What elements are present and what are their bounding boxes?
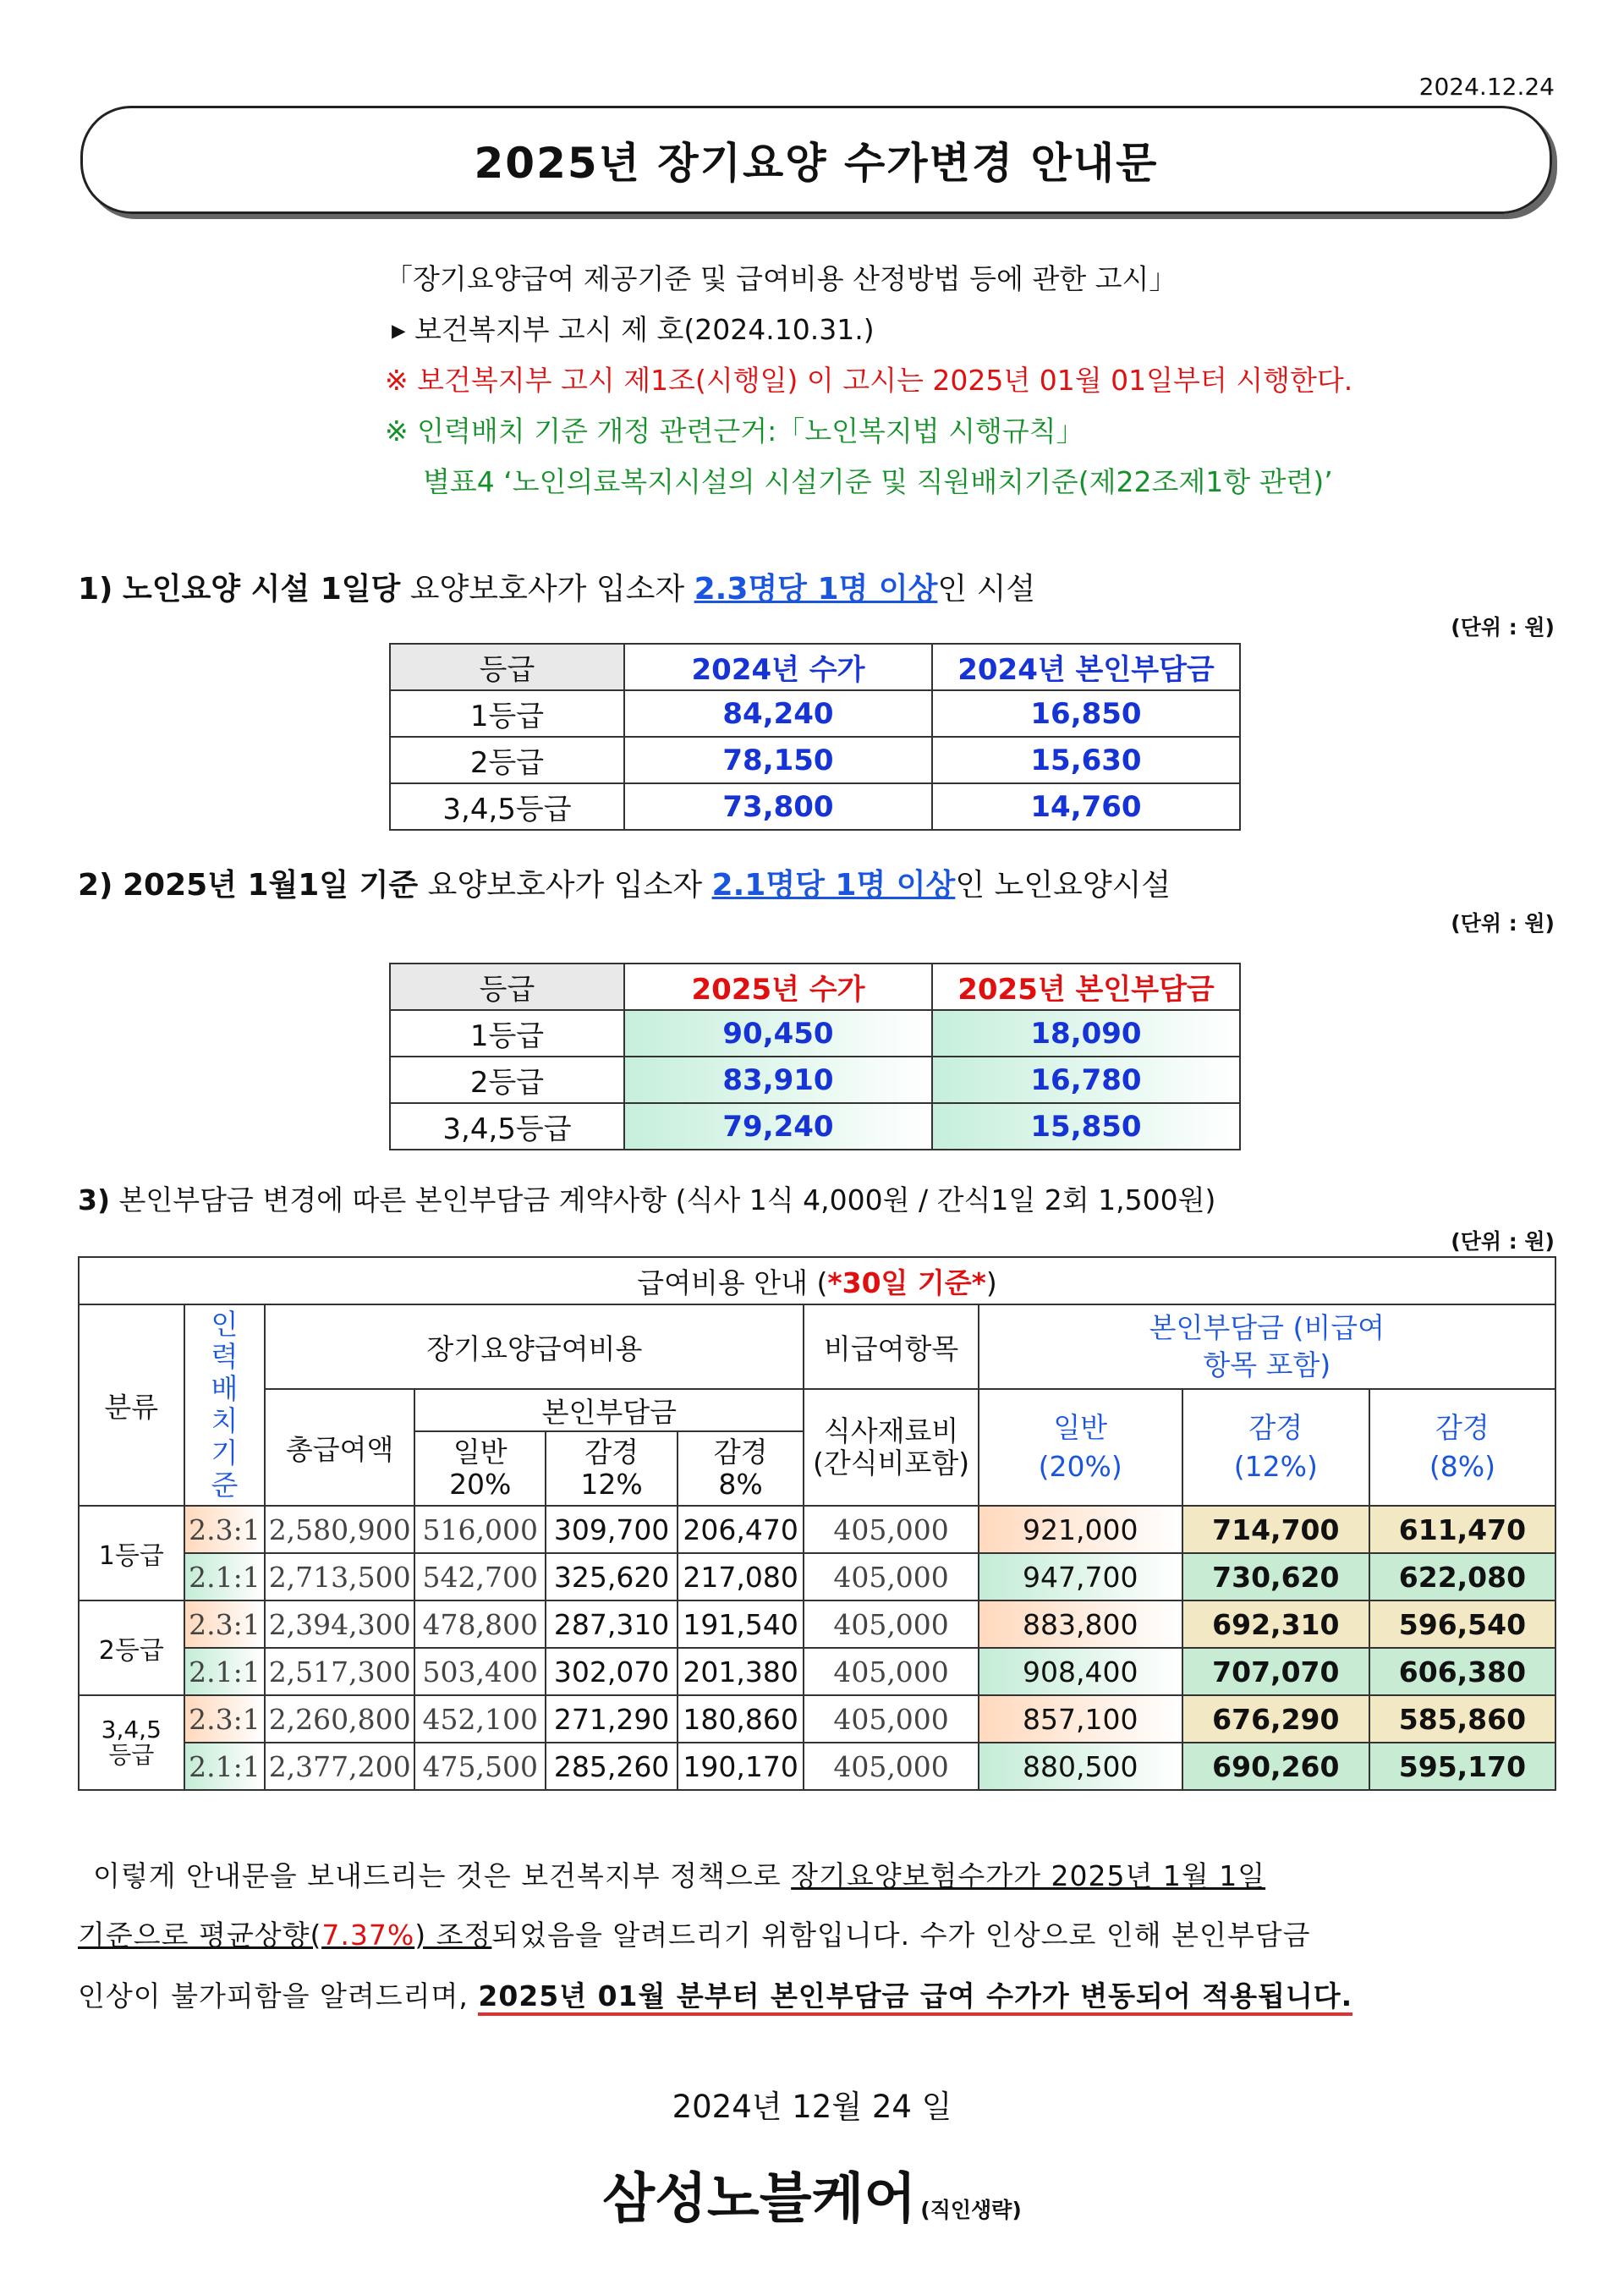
seal-omitted-note: (직인생략) [920, 2198, 1022, 2222]
header-grade: 등급 [390, 644, 624, 690]
table-row: 2등급 2.3:1 2,394,300 478,800 287,310 191,540 405,000 883,800 692,310 596,540 [79, 1600, 1555, 1648]
table-title: 급여비용 안내 (*30일 기준*) [79, 1257, 1555, 1304]
grade-cell: 1등급 [79, 1506, 184, 1600]
intro-block [385, 254, 1352, 508]
footer-date: 2024년 12월 24 일 [672, 2089, 952, 2125]
table-row: 3,4,5등급 79,240 15,850 [390, 1103, 1240, 1150]
intro-line-3: ※ 보건복지부 고시 제1조(시행일) 이 고시는 2025년 01월 01일부터 시행한다. [385, 364, 1353, 397]
closing-line-2: 기준으로 평균상향(7.37%) 조정되었음을 알려드리기 위함입니다. 수가 인상으로 인해 본인부담금 [78, 1919, 1311, 1952]
title-box [80, 106, 1552, 214]
section-2-unit: (단위 : 원) [1451, 911, 1555, 936]
table-row: 1등급 84,240 16,850 [390, 690, 1240, 737]
table-2025 [389, 963, 1241, 1150]
grade-cell: 2등급 [79, 1600, 184, 1695]
header-meal: 식사재료비 (간식비포함) [804, 1389, 978, 1506]
table-row: 2.1:1 2,377,200 475,500 285,260 190,170 405,000 880,500 690,260 595,170 [79, 1743, 1555, 1790]
intro-line-2: ▸ 보건복지부 고시 제 호(2024.10.31.) [392, 313, 875, 346]
header-red12: 감경 12% [546, 1431, 677, 1506]
header-red8: 감경 8% [678, 1431, 804, 1506]
header-ltc-cost: 장기요양급여비용 [265, 1304, 804, 1389]
header-total: 총급여액 [265, 1389, 414, 1506]
table-row: 3,4,5등급 73,800 14,760 [390, 783, 1240, 830]
header-nonbenefit: 비급여항목 [804, 1304, 978, 1389]
intro-line-5: 별표4 ‘노인의료복지시설의 시설기준 및 직원배치기준(제22조제1항 관련)’ [423, 465, 1333, 498]
header-total-red8: 감경 (8%) [1369, 1389, 1555, 1506]
header-staffing: 인력 배치 기준 [184, 1304, 266, 1506]
organization-name: 삼성노블케어 [602, 2168, 917, 2231]
section-1-heading: 1) 노인요양 시설 1일당 요양보호사가 입소자 2.3명당 1명 이상인 시설 [78, 572, 1036, 607]
section-3-unit: (단위 : 원) [1451, 1229, 1555, 1254]
intro-line-1: 「장기요양급여 제공기준 및 급여비용 산정방법 등에 관한 고시」 [385, 262, 1177, 295]
header-copay: 본인부담금 [414, 1389, 804, 1431]
grade-cell: 3,4,5 등급 [79, 1695, 184, 1790]
header-copay-total: 본인부담금 (비급여항목 포함) [979, 1304, 1555, 1389]
section-3-heading: 3) 본인부담금 변경에 따른 본인부담금 계약사항 (식사 1식 4,000원 / 간식1일 2회 1,500원) [78, 1183, 1216, 1216]
intro-line-4: ※ 인력배치 기준 개정 관련근거:「노인복지법 시행규칙」 [385, 415, 1084, 447]
header-total-general: 일반 (20%) [979, 1389, 1182, 1506]
header-copay: 2024년 본인부담금 [932, 644, 1240, 690]
document-date: 2024.12.24 [1418, 73, 1555, 101]
header-copay: 2025년 본인부담금 [932, 964, 1240, 1010]
closing-line-3: 인상이 불가피함을 알려드리며, 2025년 01월 분부터 본인부담금 급여 수가가 변동되어 적용됩니다. [78, 1974, 1352, 2014]
section-1-unit: (단위 : 원) [1451, 615, 1555, 640]
header-fee: 2025년 수가 [624, 964, 932, 1010]
footer-org-block [0, 2155, 1624, 2233]
table-row: 2등급 83,910 16,780 [390, 1057, 1240, 1103]
table-row: 3,4,5 등급 2.3:1 2,260,800 452,100 271,290 180,860 405,000 857,100 676,290 585,860 [79, 1695, 1555, 1743]
table-2024 [389, 643, 1241, 831]
table-row: 2.1:1 2,713,500 542,700 325,620 217,080 405,000 947,700 730,620 622,080 [79, 1553, 1555, 1600]
section-2-heading: 2) 2025년 1월1일 기준 요양보호사가 입소자 2.1명당 1명 이상인 노인요양시설 [78, 868, 1171, 903]
header-general: 일반 20% [414, 1431, 546, 1506]
header-total-red12: 감경 (12%) [1182, 1389, 1369, 1506]
table-row: 1등급 90,450 18,090 [390, 1010, 1240, 1057]
header-grade: 등급 [390, 964, 624, 1010]
closing-line-1: 이렇게 안내문을 보내드리는 것은 보건복지부 정책으로 장기요양보험수가가 2025년 1월 1일 [93, 1859, 1266, 1892]
table-row: 2등급 78,150 15,630 [390, 737, 1240, 783]
benefit-cost-table [78, 1256, 1556, 1791]
document-title: 2025년 장기요양 수가변경 안내문 [474, 139, 1159, 188]
table-row: 2.1:1 2,517,300 503,400 302,070 201,380 405,000 908,400 707,070 606,380 [79, 1648, 1555, 1695]
table-row: 1등급 2.3:1 2,580,900 516,000 309,700 206,470 405,000 921,000 714,700 611,470 [79, 1506, 1555, 1553]
header-fee: 2024년 수가 [624, 644, 932, 690]
header-category: 분류 [79, 1304, 184, 1506]
